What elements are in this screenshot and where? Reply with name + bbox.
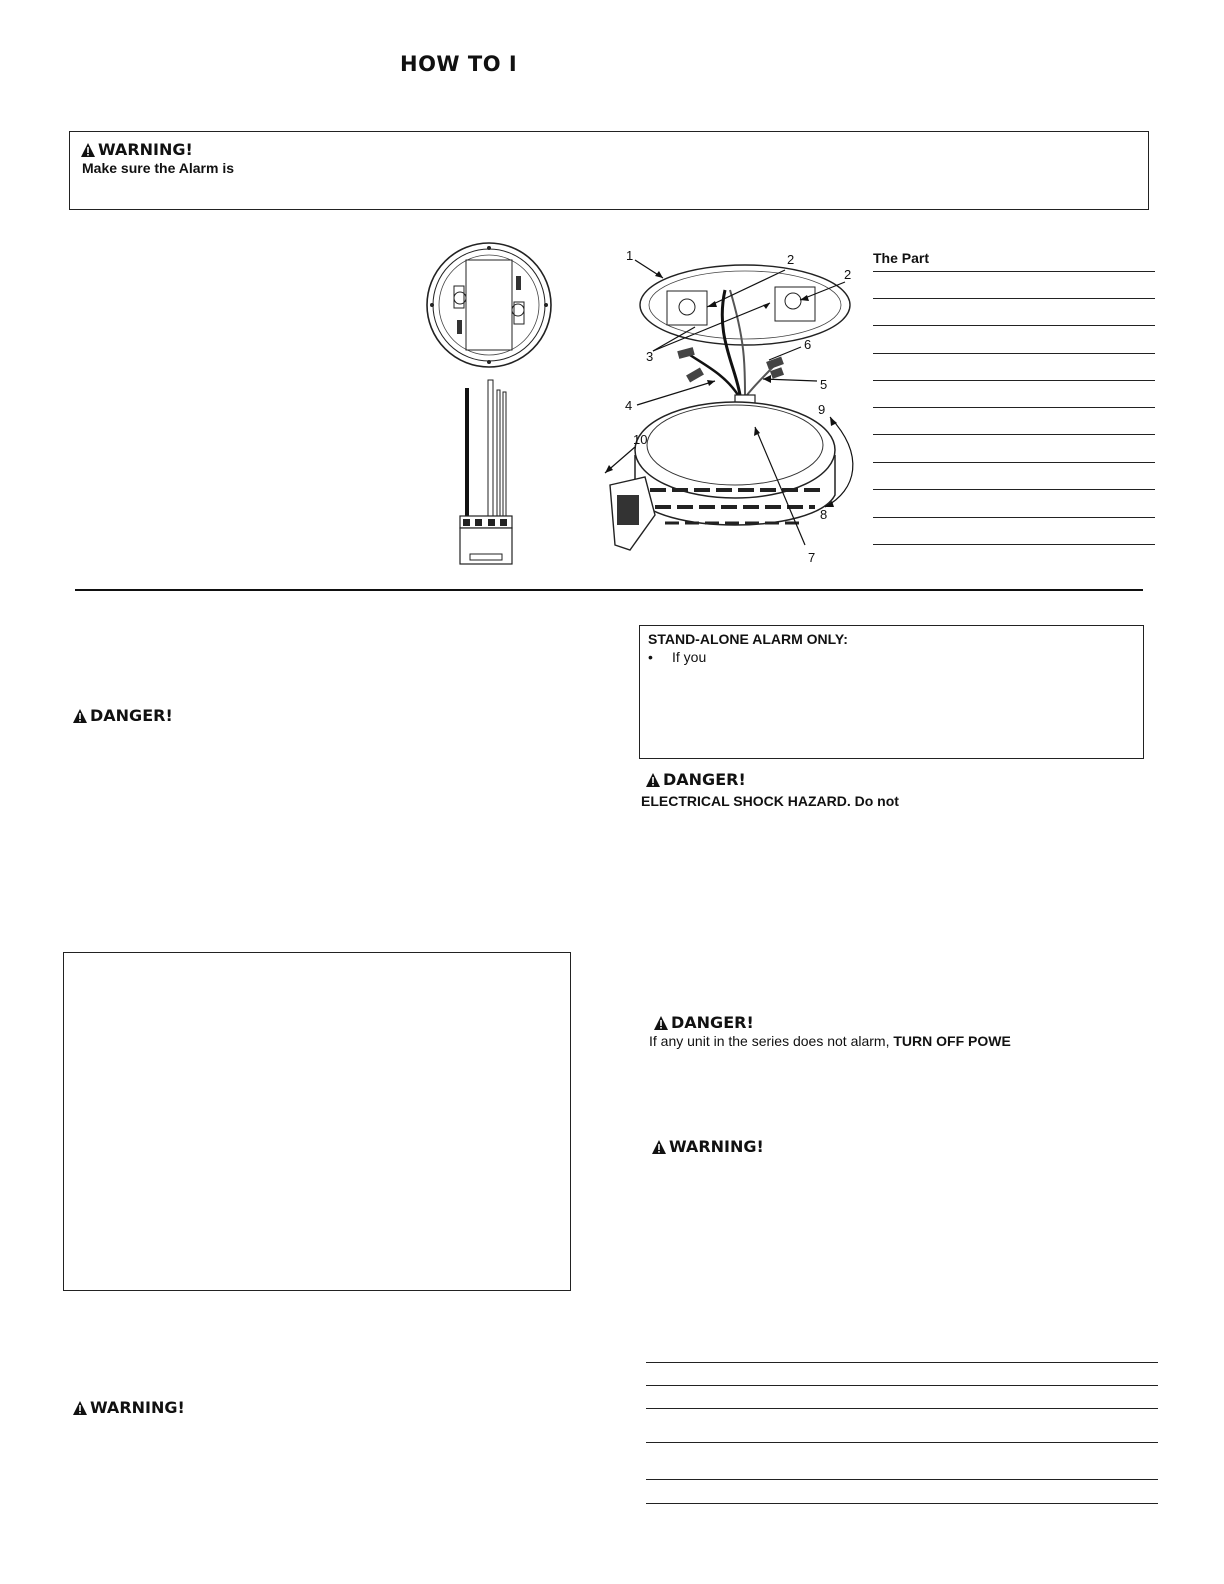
bottom-rule bbox=[646, 1442, 1158, 1443]
bottom-rule bbox=[646, 1408, 1158, 1409]
mounting-plate-figure bbox=[424, 240, 554, 370]
right-danger2-heading: DANGER! bbox=[671, 1013, 754, 1032]
right-danger1-text: ELECTRICAL SHOCK HAZARD. Do not bbox=[641, 793, 899, 809]
callout-label-5: 5 bbox=[820, 377, 828, 392]
warning-triangle-icon bbox=[653, 1015, 669, 1031]
warning-triangle-icon bbox=[72, 708, 88, 724]
parts-list-rule bbox=[873, 271, 1155, 272]
right-warning-heading: WARNING! bbox=[669, 1137, 764, 1156]
warning-triangle-icon bbox=[80, 142, 96, 158]
callout-label-8: 8 bbox=[820, 507, 828, 522]
top-warning-header bbox=[80, 140, 193, 159]
left-warning-header bbox=[72, 1398, 185, 1417]
warning-triangle-icon bbox=[645, 772, 661, 788]
right-danger1-heading: DANGER! bbox=[663, 770, 746, 789]
wire-harness-figure bbox=[455, 378, 520, 568]
callout-label-3: 3 bbox=[646, 349, 654, 364]
callout-label-4: 4 bbox=[625, 398, 633, 413]
section-divider bbox=[75, 589, 1143, 591]
parts-list-rule bbox=[873, 544, 1155, 545]
bottom-rule bbox=[646, 1479, 1158, 1480]
parts-list-rule bbox=[873, 407, 1155, 408]
callout-label-10: 10 bbox=[633, 432, 648, 447]
parts-list-rule bbox=[873, 325, 1155, 326]
bottom-rule bbox=[646, 1362, 1158, 1363]
bottom-rule bbox=[646, 1503, 1158, 1504]
callout-label-9: 9 bbox=[818, 402, 826, 417]
top-warning-box bbox=[69, 131, 1149, 210]
parts-list-heading: The Part bbox=[873, 250, 930, 266]
callout-label-2a: 2 bbox=[787, 252, 795, 267]
callout-label-2b: 2 bbox=[844, 267, 852, 282]
callout-label-1: 1 bbox=[626, 248, 634, 263]
top-warning-heading: WARNING! bbox=[98, 140, 193, 159]
left-danger-header bbox=[72, 706, 173, 725]
standalone-bullet: • bbox=[648, 649, 653, 665]
right-danger2-header bbox=[653, 1013, 754, 1032]
standalone-bullet-text: If you bbox=[672, 649, 707, 665]
right-danger2-text bbox=[649, 1033, 1011, 1049]
parts-list-rule bbox=[873, 517, 1155, 518]
parts-list-rule bbox=[873, 353, 1155, 354]
page-title: HOW TO I bbox=[400, 52, 518, 76]
parts-list-rule bbox=[873, 462, 1155, 463]
warning-triangle-icon bbox=[651, 1139, 667, 1155]
right-warning-header bbox=[651, 1137, 764, 1156]
right-danger2-text-bold: TURN OFF POWE bbox=[893, 1033, 1011, 1049]
standalone-heading: STAND-ALONE ALARM ONLY: bbox=[648, 631, 848, 647]
bottom-rule bbox=[646, 1385, 1158, 1386]
standalone-box bbox=[639, 625, 1144, 759]
callout-label-7: 7 bbox=[808, 550, 816, 565]
right-danger2-text-start: If any unit in the series does not alarm, bbox=[649, 1033, 894, 1049]
parts-list-rule bbox=[873, 434, 1155, 435]
parts-list-rule bbox=[873, 489, 1155, 490]
warning-triangle-icon bbox=[72, 1400, 88, 1416]
left-warning-heading: WARNING! bbox=[90, 1398, 185, 1417]
parts-list-rule bbox=[873, 298, 1155, 299]
right-danger1-header bbox=[645, 770, 746, 789]
left-danger-heading: DANGER! bbox=[90, 706, 173, 725]
parts-list-rule bbox=[873, 380, 1155, 381]
top-warning-text: Make sure the Alarm is bbox=[82, 160, 234, 176]
left-empty-box bbox=[63, 952, 571, 1291]
callout-label-6: 6 bbox=[804, 337, 812, 352]
